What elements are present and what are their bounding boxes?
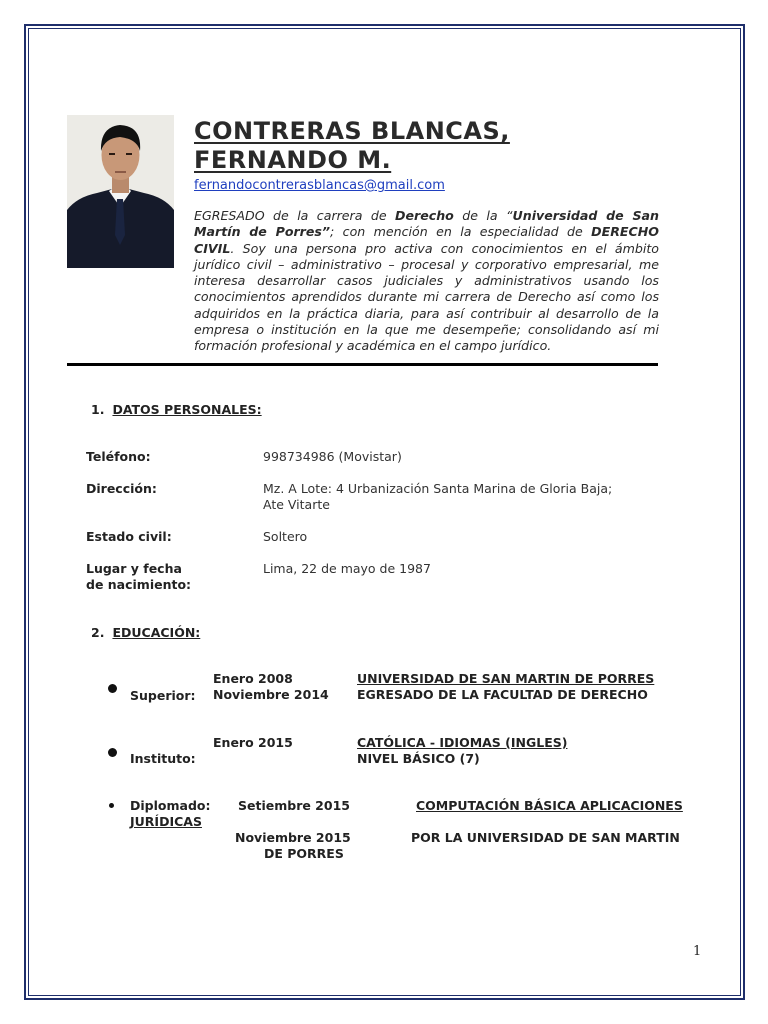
diplomado-date-start: Setiembre 2015 bbox=[238, 798, 350, 813]
profile-photo bbox=[67, 115, 174, 268]
superior-label: Superior: bbox=[130, 688, 196, 703]
superior-date-end: Noviembre 2014 bbox=[213, 687, 329, 702]
summary-text-3: ; con mención en la especialidad de bbox=[330, 224, 592, 240]
direccion-value-1: Mz. A Lote: 4 Urbanización Santa Marina de Gloria Baja; bbox=[263, 481, 613, 496]
summary-bold-1: Derecho bbox=[395, 208, 454, 223]
header-divider bbox=[67, 363, 658, 366]
bullet-icon bbox=[108, 684, 117, 693]
name-line-1: CONTRERAS BLANCAS, bbox=[194, 117, 510, 145]
section-number: 2. bbox=[91, 625, 105, 640]
bullet-icon bbox=[108, 748, 117, 757]
direccion-value-2: Ate Vitarte bbox=[263, 497, 330, 512]
instituto-label: Instituto: bbox=[130, 751, 196, 766]
email-link[interactable]: fernandocontrerasblancas@gmail.com bbox=[194, 178, 445, 193]
lugar-value: Lima, 22 de mayo de 1987 bbox=[263, 561, 431, 576]
superior-date-start: Enero 2008 bbox=[213, 671, 293, 686]
superior-detail: EGRESADO DE LA FACULTAD DE DERECHO bbox=[357, 687, 648, 702]
instituto-detail: NIVEL BÁSICO (7) bbox=[357, 751, 480, 766]
lugar-label-1: Lugar y fecha bbox=[86, 561, 182, 576]
profile-summary bbox=[194, 208, 659, 355]
page-number: 1 bbox=[693, 944, 702, 959]
summary-text-4: . Soy una persona pro activa con conocimientos en el ámbito jurídico civil – administrativo – procesal y corporativo empresarial, me interesa desarrollar casos judiciales y administrativos usando los conocimientos aprendidos durante mi carrera de Derecho así como los adquiridos en la práctica diaria, para así contribuir al desarrollo de la empresa o institución en la que me desempeñe; consolidando así mi formación profesional y académica en el campo jurídico. bbox=[194, 240, 659, 354]
telefono-label: Teléfono: bbox=[86, 449, 151, 464]
diplomado-title-1: COMPUTACIÓN BÁSICA APLICACIONES bbox=[416, 798, 683, 813]
section-datos-personales bbox=[91, 402, 262, 417]
diplomado-date-end: Noviembre 2015 bbox=[235, 830, 351, 845]
summary-text-1: EGRESADO de la carrera de bbox=[194, 208, 395, 223]
telefono-value: 998734986 (Movistar) bbox=[263, 449, 402, 464]
section-number: 1. bbox=[91, 402, 105, 417]
superior-institution: UNIVERSIDAD DE SAN MARTIN DE PORRES bbox=[357, 671, 655, 686]
instituto-date-start: Enero 2015 bbox=[213, 735, 293, 750]
section-educacion bbox=[91, 625, 200, 640]
candidate-name bbox=[194, 117, 510, 175]
diplomado-title-2: JURÍDICAS bbox=[130, 814, 202, 829]
diplomado-detail-1: POR LA UNIVERSIDAD DE SAN MARTIN bbox=[411, 830, 680, 845]
estado-civil-label: Estado civil: bbox=[86, 529, 172, 544]
summary-bold-3: DERECHO CIVIL bbox=[194, 224, 659, 256]
instituto-institution: CATÓLICA - IDIOMAS (INGLES) bbox=[357, 735, 568, 750]
section-title: EDUCACIÓN: bbox=[112, 625, 201, 640]
section-title: DATOS PERSONALES: bbox=[112, 402, 262, 417]
estado-civil-value: Soltero bbox=[263, 529, 308, 544]
diplomado-label: Diplomado: bbox=[130, 798, 211, 813]
summary-bold-2: Universidad de San Martín de Porres” bbox=[194, 208, 660, 240]
lugar-label-2: de nacimiento: bbox=[86, 577, 192, 592]
name-line-2: FERNANDO M. bbox=[194, 146, 392, 174]
summary-text-2: de la “ bbox=[453, 208, 513, 223]
direccion-label: Dirección: bbox=[86, 481, 157, 496]
bullet-icon bbox=[109, 803, 114, 808]
diplomado-detail-2: DE PORRES bbox=[264, 846, 344, 861]
